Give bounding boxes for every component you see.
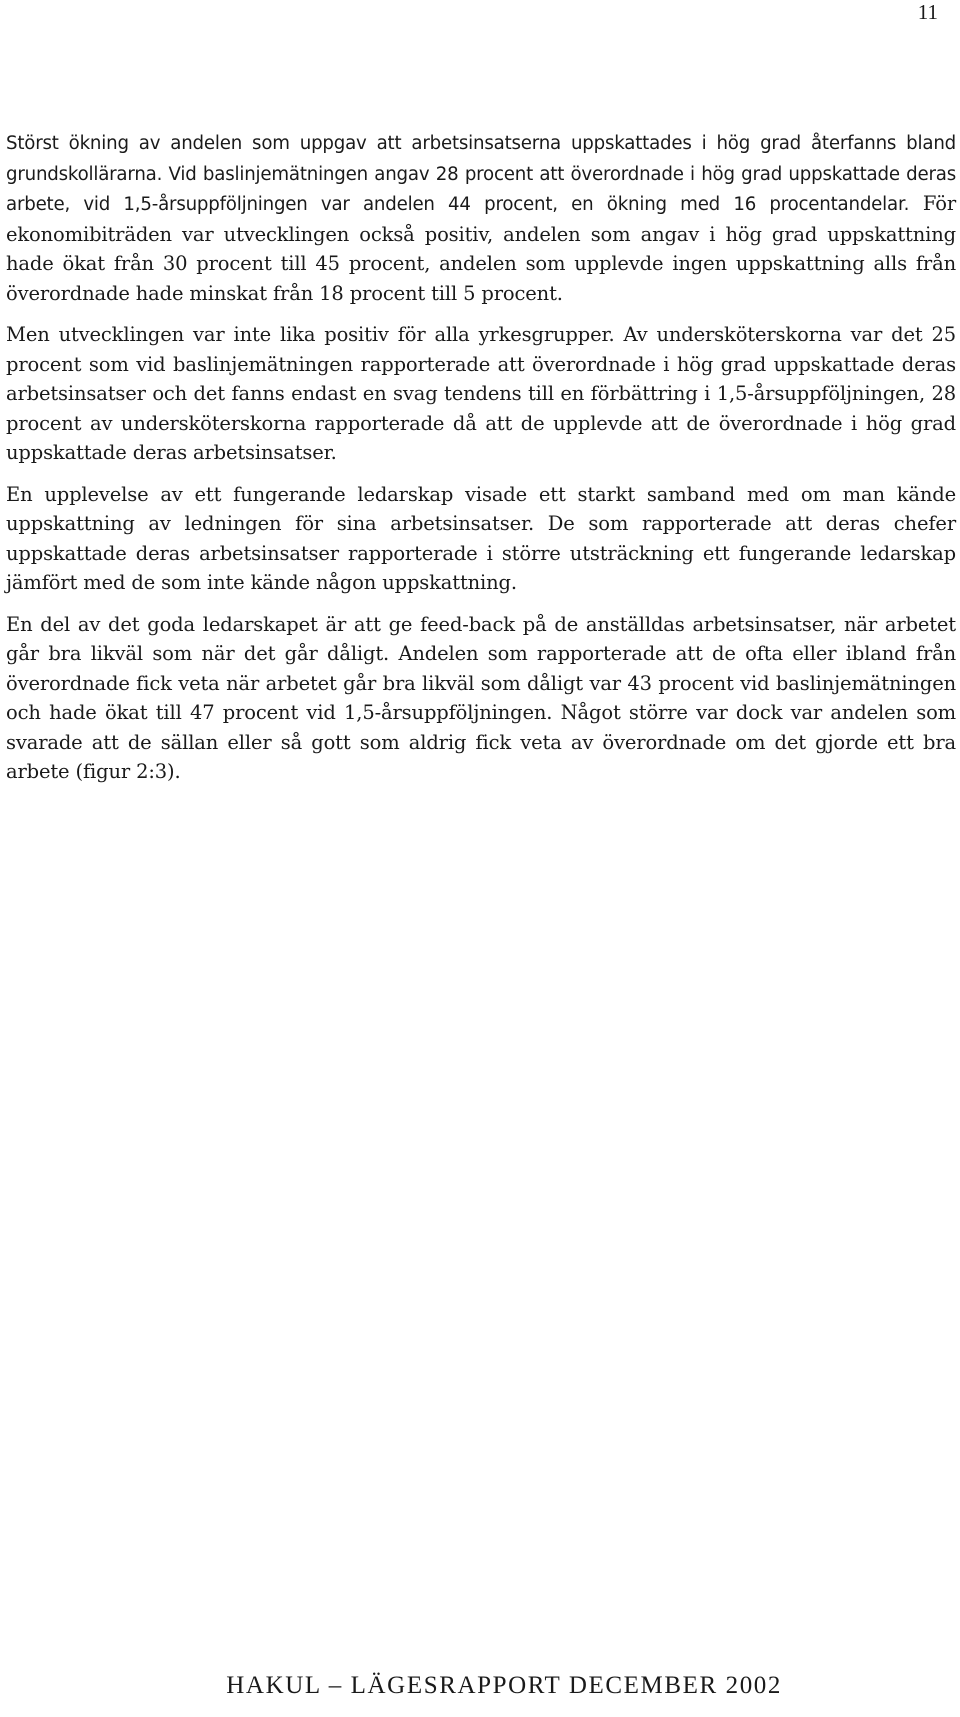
paragraph-3: En upplevelse av ett fungerande ledarskap visade ett starkt samband med om man kände uppskattning av ledningen för sina arbetsinsatser. De som rapporterade att deras chefer uppskattade deras arbetsinsatser rapporterade i större utsträckning ett fungerande ledarskap jämfört med de som inte kände någon uppskattning.	[6, 482, 956, 594]
body-text	[6, 128, 956, 799]
paragraph-1-lead: Störst ökning av andelen som uppgav att arbetsinsatserna uppskattades i hög grad återfanns bland grundskollärarna. Vid baslinjemätningen angav 28 procent att överordnade i hög grad uppskattade deras arbete, vid 1,5-årsuppföljningen var andelen 44 procent, en ökning med 16 procentandelar.	[6, 133, 956, 215]
footer-running-title: HAKUL – LÄGESRAPPORT DECEMBER 2002	[226, 1672, 782, 1699]
paragraph-1	[6, 128, 956, 308]
paragraph-4: En del av det goda ledarskapet är att ge feed-back på de anställdas arbetsinsatser, när arbetet går bra likväl som när det går dåligt. Andelen som rapporterade att de ofta eller ibland från överordnade fick veta när arbetet går bra likväl som dåligt var 43 procent vid baslinjemätningen och hade ökat till 47 procent vid 1,5-årsuppföljningen. Något större var dock var andelen som svarade att de sällan eller så gott som aldrig fick veta av överordnade om det gjorde ett bra arbete (figur 2:3).	[6, 612, 956, 783]
page-number: 11	[917, 0, 938, 24]
paragraph-2: Men utvecklingen var inte lika positiv för alla yrkesgrupper. Av undersköterskorna var det 25 procent som vid baslinjemätningen rapporterade att överordnade i hög grad uppskattade deras arbetsinsatser och det fanns endast en svag tendens till en förbättring i 1,5-årsuppföljningen, 28 procent av undersköterskorna rapporterade då att de upplevde att de överordnade i hög grad uppskattade deras arbetsinsatser.	[6, 323, 956, 464]
paragraph-1-text: För ekonomibiträden var utvecklingen också positiv, andelen som angav i hög grad uppskattning hade ökat från 30 procent till 45 procent, andelen som upplevde ingen uppskattning alls från överordnade hade minskat från 18 procent till 5 procent.	[6, 192, 956, 305]
